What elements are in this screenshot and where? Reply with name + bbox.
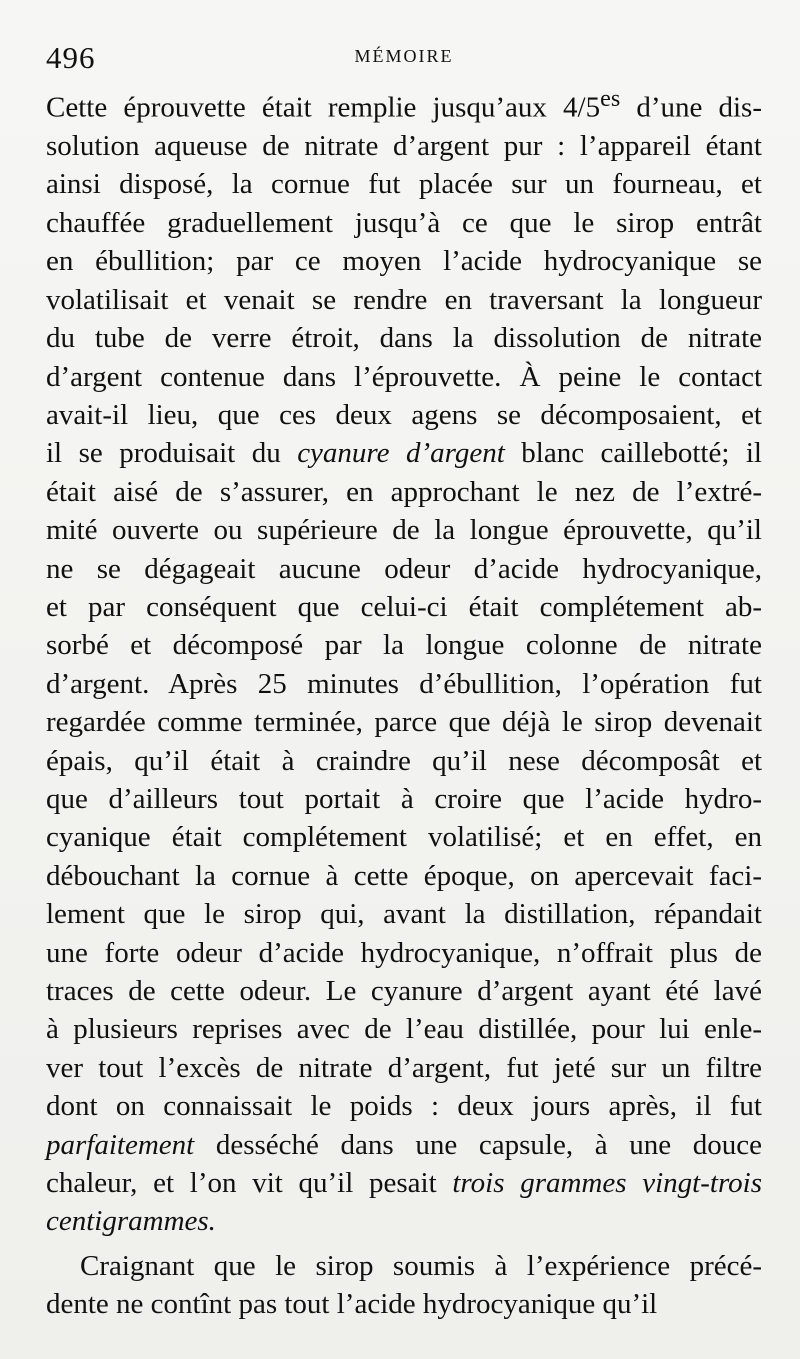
running-head: MÉMOIRE (354, 46, 454, 66)
text-line (46, 473, 762, 511)
text-line (46, 358, 762, 396)
text-segment: dente ne contînt pas tout l’acide hydrocyanique qu’il (46, 1288, 658, 1321)
text-line (46, 780, 762, 818)
text-line (46, 434, 762, 472)
text-segment: regardée comme terminée, parce que déjà le sirop devenait (46, 706, 762, 739)
page-body (46, 80, 762, 1324)
text-line (46, 1126, 762, 1164)
text-segment: traces de cette odeur. Le cyanure d’argent ayant été lavé (46, 975, 762, 1007)
text-segment: lement que le sirop qui, avant la distillation, répandait (46, 898, 762, 931)
italic-text: centigrammes. (46, 1205, 216, 1238)
text-line (46, 742, 762, 780)
text-segment: chaleur, et l’on vit qu’il pesait (46, 1167, 453, 1200)
text-segment: solution aqueuse de nitrate d’argent pur : l’appareil étant (46, 130, 762, 163)
text-segment: chauffée graduellement jusqu’à ce que le sirop entrât (46, 206, 762, 239)
text-line (46, 550, 762, 588)
text-line (46, 1087, 762, 1125)
text-line (46, 626, 762, 664)
text-segment: desséché dans une capsule, à une douce (194, 1128, 762, 1161)
text-line (46, 934, 762, 972)
text-line (46, 1285, 762, 1323)
text-line (46, 127, 762, 165)
text-line (46, 1202, 762, 1240)
page-header (46, 36, 762, 80)
text-line (46, 972, 762, 1010)
text-line (46, 281, 762, 319)
text-line (46, 242, 762, 280)
text-line (46, 703, 762, 741)
text-segment: Cette éprouvette était remplie jusqu’aux 4/5 (46, 91, 601, 124)
page-number: 496 (46, 40, 96, 75)
text-segment: d’argent. Après 25 minutes d’ébullition, l’opération fut (46, 667, 762, 700)
superscript-text: es (600, 85, 621, 112)
text-segment: mité ouverte ou supérieure de la longue éprouvette, qu’il (46, 514, 762, 547)
text-line (46, 857, 762, 895)
text-line (46, 319, 762, 357)
text-segment: en ébullition; par ce moyen l’acide hydrocyanique se (46, 245, 762, 278)
text-line (46, 895, 762, 933)
italic-text: parfaitement (46, 1128, 195, 1161)
text-segment: il se produisait du (46, 437, 298, 470)
text-segment: Craignant que le sirop soumis à l’expérience précé- (80, 1249, 762, 1282)
text-line (46, 1049, 762, 1087)
text-segment: avait-il lieu, que ces deux agens se décomposaient, et (46, 398, 762, 431)
text-segment: ainsi disposé, la cornue fut placée sur un fourneau, et (46, 168, 762, 201)
text-segment: dont on connaissait le poids : deux jours après, il fut (46, 1090, 762, 1123)
text-segment: blanc caillebotté; il (504, 437, 762, 470)
text-line (46, 1247, 762, 1285)
text-line (46, 665, 762, 703)
text-segment: sorbé et décomposé par la longue colonne de nitrate (46, 629, 762, 662)
italic-text: trois grammes vingt-trois (452, 1167, 762, 1200)
text-line (46, 511, 762, 549)
text-segment: était aisé de s’assurer, en approchant le nez de l’extré- (46, 475, 762, 508)
text-line (46, 588, 762, 626)
text-line (46, 165, 762, 203)
text-segment: volatilisait et venait se rendre en traversant la longueur (46, 283, 762, 316)
text-segment: d’argent contenue dans l’éprouvette. À peine le contact (46, 360, 762, 393)
text-segment: d’une dis- (620, 91, 762, 124)
text-segment: ne se dégageait aucune odeur d’acide hydrocyanique, (46, 552, 762, 585)
text-line (46, 80, 762, 127)
italic-text: cyanure d’argent (297, 437, 505, 470)
text-segment: épais, qu’il était à craindre qu’il nese décomposât et (46, 744, 762, 777)
text-segment: une forte odeur d’acide hydrocyanique, n’offrait plus de (46, 936, 762, 969)
text-line (46, 1164, 762, 1202)
text-line (46, 396, 762, 434)
text-line (46, 204, 762, 242)
text-segment: à plusieurs reprises avec de l’eau distillée, pour lui enle- (46, 1013, 762, 1046)
text-segment: débouchant la cornue à cette époque, on apercevait faci- (46, 859, 762, 892)
text-line (46, 1010, 762, 1048)
text-segment: cyanique était complétement volatilisé; et en effet, en (46, 821, 762, 854)
text-segment: ver tout l’excès de nitrate d’argent, fut jeté sur un filtre (46, 1051, 762, 1084)
text-line (46, 818, 762, 856)
text-segment: et par conséquent que celui-ci était complétement ab- (46, 590, 762, 623)
text-segment: du tube de verre étroit, dans la dissolution de nitrate (46, 322, 762, 355)
text-segment: que d’ailleurs tout portait à croire que l’acide hydro- (46, 782, 762, 815)
